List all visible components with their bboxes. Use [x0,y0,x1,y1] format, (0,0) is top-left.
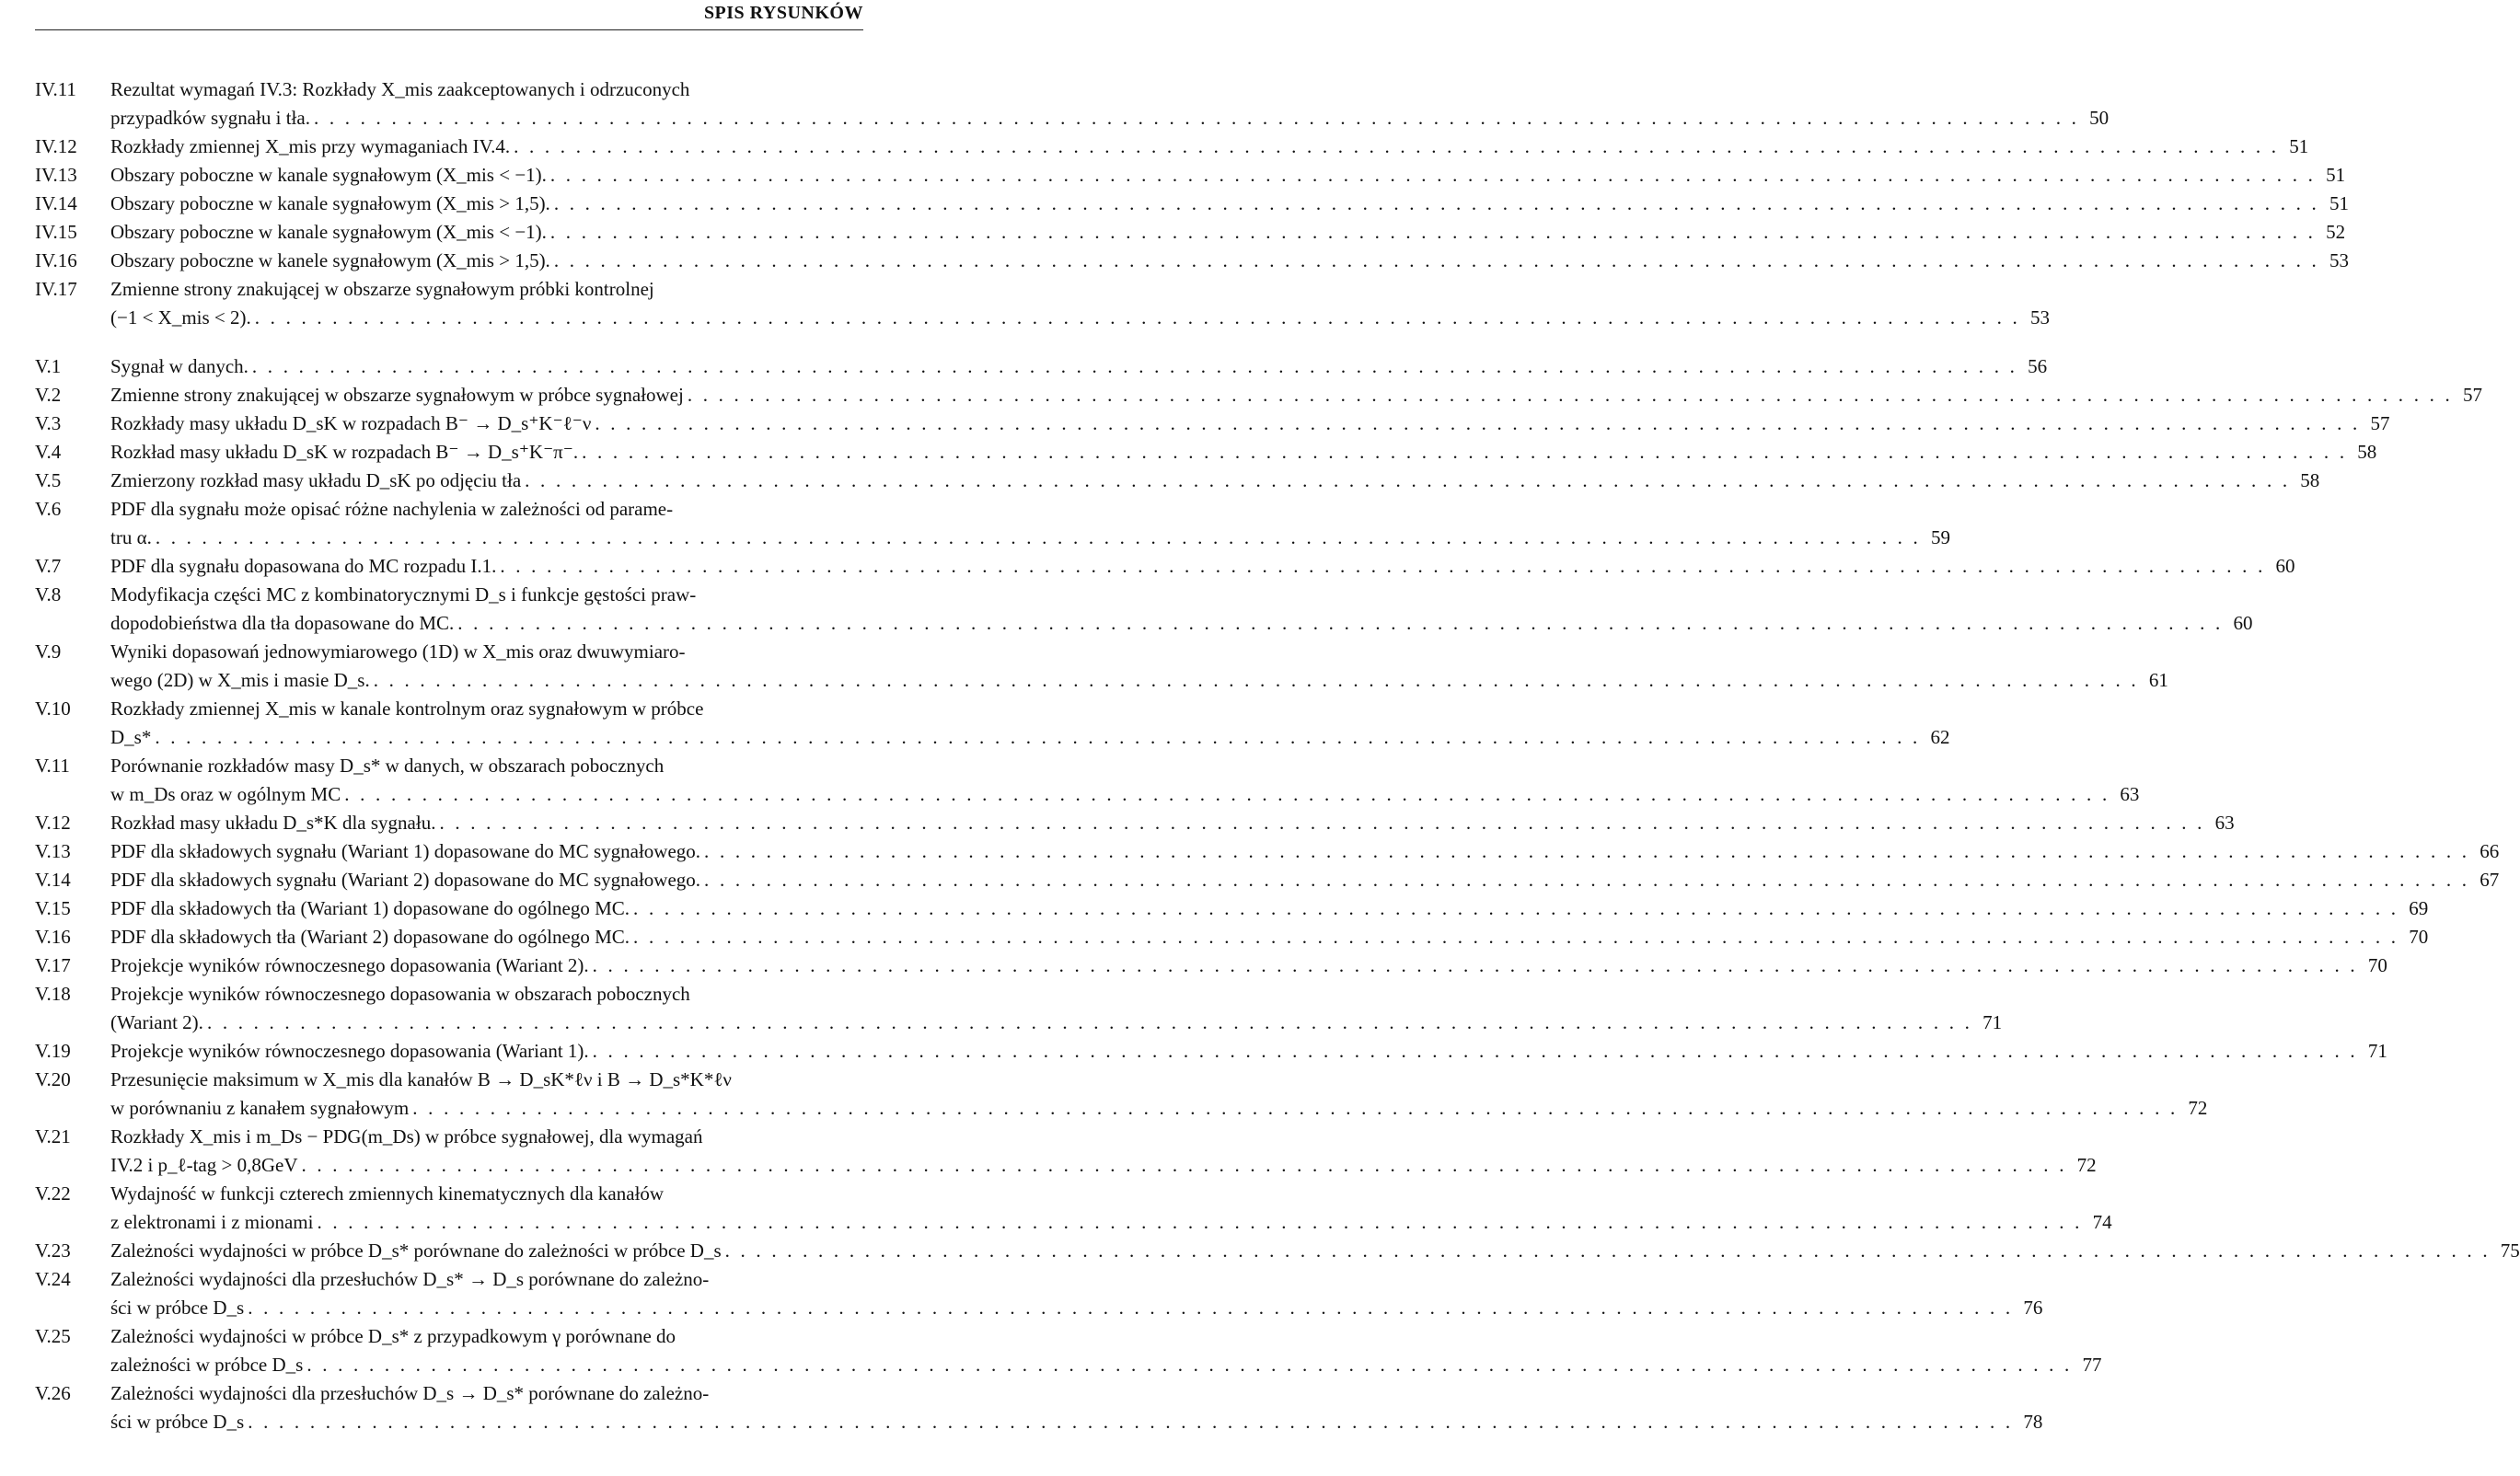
lof-entry[interactable] [35,381,2482,409]
dot-leader [547,218,2316,247]
lof-entry[interactable] [35,438,2377,467]
figure-caption [110,352,2048,381]
caption-last-line [110,409,2390,438]
figure-caption [110,894,2429,923]
figure-number: V.21 [35,1125,71,1147]
lof-entry[interactable] [35,495,1950,552]
caption-line-1: Porównanie rozkładów masy D_s* w danych, w obszarach pobocznych [110,755,665,777]
caption-last-line [110,438,2377,467]
figure-caption [110,190,2349,218]
caption-line-1: Zależności wydajności dla przesłuchów D_s* → D_s porównane do zależno- [110,1268,710,1290]
figure-number: V.11 [35,755,70,777]
figure-number: V.5 [35,469,62,491]
page-number-link[interactable]: 66 [2480,840,2500,862]
dot-leader [251,304,2020,332]
page-number-link[interactable]: 72 [2076,1154,2097,1176]
figure-caption [110,247,2349,275]
page-number-link[interactable]: 52 [2326,221,2346,243]
dot-leader [700,837,2469,866]
page-header-title: SPIS RYSUNKÓW [703,3,863,23]
figure-number: V.8 [35,583,62,605]
caption-last-line [110,1094,2208,1123]
dot-leader [298,1151,2067,1180]
caption-last-line [110,381,2482,409]
caption-text: PDF dla składowych tła (Wariant 2) dopasowane do ogólnego MC. [110,926,630,948]
dot-leader [435,809,2204,837]
dot-leader [310,104,2079,133]
figure-number: V.23 [35,1240,71,1262]
dot-leader [684,381,2453,409]
caption-text: ści w próbce D_s [110,1297,245,1319]
figure-caption [110,438,2377,467]
dot-leader [203,1009,1972,1037]
caption-text: PDF dla składowych tła (Wariant 1) dopasowane do ogólnego MC. [110,897,630,919]
dot-leader [244,1408,2013,1436]
caption-text: IV.2 i p_ℓ-tag > 0,8GeV [110,1154,298,1176]
figure-number: V.22 [35,1182,71,1205]
lof-entry[interactable] [35,1379,2043,1436]
lof-entry[interactable] [35,161,2346,190]
dot-leader [550,247,2319,275]
caption-text: Obszary poboczne w kanale sygnałowym (X_mis < −1). [110,164,547,186]
caption-text: Rozkład masy układu D_s*K dla sygnału. [110,812,436,834]
page-number-link[interactable]: 78 [2023,1411,2043,1433]
page-number-link[interactable]: 60 [2233,612,2253,634]
caption-last-line [110,467,2320,495]
caption-text: w porównaniu z kanałem sygnałowym [110,1097,410,1119]
caption-last-line [110,161,2346,190]
figure-caption [110,381,2482,409]
dot-leader [454,609,2223,638]
lof-entry[interactable] [35,409,2390,438]
figure-caption [110,1180,2112,1237]
page-number-link[interactable]: 62 [1930,726,1950,748]
figure-number: V.15 [35,897,71,919]
dot-leader [313,1208,2082,1237]
lof-entry[interactable] [35,247,2349,275]
dot-leader [249,352,2017,381]
lof-entry[interactable] [35,218,2346,247]
lof-entry[interactable] [35,1322,2102,1379]
lof-entry[interactable] [35,638,2168,695]
figure-number: V.2 [35,384,62,406]
caption-last-line [110,837,2500,866]
caption-line-1: Zmienne strony znakującej w obszarze sygnałowym próbki kontrolnej [110,278,654,300]
lof-entry[interactable] [35,980,2003,1037]
lof-entry[interactable] [35,752,2140,809]
caption-line-1: Wyniki dopasowań jednowymiarowego (1D) w X_mis oraz dwuwymiaro- [110,640,686,663]
figure-caption [110,695,1950,752]
figure-number: V.14 [35,869,71,891]
caption-text: PDF dla sygnału dopasowana do MC rozpadu I.1. [110,555,497,577]
lof-entry[interactable] [35,695,1950,752]
caption-text: (−1 < X_mis < 2). [110,306,251,329]
caption-last-line [110,190,2349,218]
figure-number: IV.14 [35,192,77,214]
caption-last-line [110,780,2140,809]
lof-entry[interactable] [35,1237,2520,1265]
figure-caption [110,75,2110,133]
figure-caption [110,409,2390,438]
caption-last-line [110,1208,2112,1237]
page-number-link[interactable]: 58 [2300,469,2320,491]
lof-entry[interactable] [35,837,2500,866]
caption-text: Zmienne strony znakującej w obszarze sygnałowym w próbce sygnałowej [110,384,684,406]
figure-number: IV.13 [35,164,77,186]
caption-last-line [110,609,2253,638]
figure-number: IV.11 [35,78,76,100]
caption-text: D_s* [110,726,152,748]
caption-last-line [110,304,2050,332]
lof-entry[interactable] [35,1066,2208,1123]
caption-last-line [110,1151,2097,1180]
caption-text: zależności w próbce D_s [110,1354,304,1376]
figure-number: V.3 [35,412,62,434]
page-number-link[interactable]: 71 [1982,1011,2003,1033]
caption-text: Zależności wydajności w próbce D_s* porównane do zależności w próbce D_s [110,1240,722,1262]
figure-caption [110,752,2140,809]
caption-text: Rozkład masy układu D_sK w rozpadach B⁻ → D_s⁺K⁻π⁻. [110,441,579,463]
dot-leader [630,923,2399,951]
dot-leader [409,1094,2178,1123]
figure-caption [110,495,1950,552]
dot-leader [510,133,2279,161]
header-rule [35,29,863,30]
page-number-link[interactable]: 51 [2326,164,2346,186]
page-number-link[interactable]: 57 [2462,384,2482,406]
figure-number: V.26 [35,1382,71,1404]
page-number-link[interactable]: 77 [2082,1354,2102,1376]
caption-text: tru α. [110,526,152,548]
figure-number: V.20 [35,1068,71,1090]
figure-caption [110,980,2003,1037]
caption-text: Obszary poboczne w kanale sygnałowym (X_mis > 1,5). [110,192,550,214]
caption-text: ści w próbce D_s [110,1411,245,1433]
figure-number: V.16 [35,926,71,948]
figure-caption [110,1322,2102,1379]
caption-line-1: PDF dla sygnału może opisać różne nachylenia w zależności od parame- [110,498,674,520]
caption-text: (Wariant 2). [110,1011,203,1033]
caption-last-line [110,951,2387,980]
figure-number: V.25 [35,1325,71,1347]
caption-text: dopodobieństwa dla tła dopasowane do MC. [110,612,455,634]
page-number-link[interactable]: 61 [2148,669,2168,691]
lof-entry[interactable] [35,1265,2043,1322]
caption-text: Obszary poboczne w kanele sygnałowym (X_mis > 1,5). [110,249,550,271]
caption-text: Projekcje wyników równoczesnego dopasowania (Wariant 2). [110,954,589,976]
dot-leader [303,1351,2072,1379]
figure-number: IV.12 [35,135,77,157]
page-number-link[interactable]: 69 [2409,897,2429,919]
caption-line-1: Rezultat wymagań IV.3: Rozkłady X_mis zaakceptowanych i odrzuconych [110,78,690,100]
caption-text: Rozkłady zmiennej X_mis przy wymaganiach IV.4. [110,135,511,157]
dot-leader [521,467,2290,495]
figure-caption [110,1379,2043,1436]
lof-entry[interactable] [35,1037,2387,1066]
page-number-link[interactable]: 75 [2500,1240,2520,1262]
caption-last-line [110,247,2349,275]
dot-leader [152,524,1921,552]
caption-line-1: Rozkłady X_mis i m_Ds − PDG(m_Ds) w próbce sygnałowej, dla wymagań [110,1125,703,1147]
figure-caption [110,638,2168,695]
page-number-link[interactable]: 58 [2357,441,2377,463]
caption-last-line [110,552,2295,581]
caption-last-line [110,1408,2043,1436]
figure-caption [110,1066,2208,1123]
dot-leader [630,894,2399,923]
figure-number: IV.15 [35,221,77,243]
figure-caption [110,1237,2520,1265]
caption-last-line [110,524,1950,552]
page-number-link[interactable]: 76 [2023,1297,2043,1319]
figure-number: V.7 [35,555,62,577]
figure-caption [110,837,2500,866]
lof-entry[interactable] [35,133,2309,161]
figure-number: V.4 [35,441,62,463]
caption-line-1: Projekcje wyników równoczesnego dopasowania w obszarach pobocznych [110,983,690,1005]
figure-number: IV.17 [35,278,77,300]
dot-leader [244,1294,2013,1322]
caption-line-1: Zależności wydajności w próbce D_s* z przypadkowym γ porównane do [110,1325,676,1347]
figure-caption [110,809,2235,837]
page-number-link[interactable]: 51 [2329,192,2349,214]
dot-leader [547,161,2316,190]
figure-number: V.17 [35,954,71,976]
caption-last-line [110,723,1950,752]
lof-entry[interactable] [35,894,2429,923]
caption-last-line [110,666,2168,695]
figure-number: IV.16 [35,249,77,271]
lof-entry[interactable] [35,866,2500,894]
caption-text: Zmierzony rozkład masy układu D_sK po odjęciu tła [110,469,522,491]
caption-last-line [110,1351,2102,1379]
caption-last-line [110,866,2500,894]
dot-leader [589,1037,2358,1066]
dot-leader [591,409,2360,438]
caption-last-line [110,352,2048,381]
caption-last-line [110,809,2235,837]
dot-leader [550,190,2319,218]
lof-entry[interactable] [35,809,2235,837]
caption-last-line [110,1037,2387,1066]
caption-line-1: Rozkłady zmiennej X_mis w kanale kontrolnym oraz sygnałowym w próbce [110,698,704,720]
dot-leader [700,866,2469,894]
figure-caption [110,951,2387,980]
figure-caption [110,1123,2097,1180]
lof-entry[interactable] [35,467,2320,495]
caption-text: Obszary poboczne w kanale sygnałowym (X_mis < −1). [110,221,547,243]
page-number-link[interactable]: 60 [2275,555,2295,577]
dot-leader [722,1237,2491,1265]
figure-caption [110,275,2050,332]
caption-text: PDF dla składowych sygnału (Wariant 1) dopasowane do MC sygnałowego. [110,840,701,862]
page-number-link[interactable]: 59 [1931,526,1950,548]
caption-text: PDF dla składowych sygnału (Wariant 2) dopasowane do MC sygnałowego. [110,869,701,891]
page-number-link[interactable]: 74 [2092,1211,2112,1233]
figure-number: V.13 [35,840,71,862]
page-number-link[interactable]: 71 [2367,1040,2387,1062]
caption-text: Projekcje wyników równoczesnego dopasowania (Wariant 1). [110,1040,589,1062]
caption-line-1: Przesunięcie maksimum w X_mis dla kanałów B → D_sK*ℓν i B → D_s*K*ℓν [110,1068,732,1090]
page-number-link[interactable]: 53 [2329,249,2349,271]
figure-caption [110,866,2500,894]
figure-caption [110,467,2320,495]
figure-caption [110,552,2295,581]
caption-text: przypadków sygnału i tła. [110,107,310,129]
lof-entry[interactable] [35,190,2349,218]
page-number-link[interactable]: 70 [2367,954,2387,976]
page-number-link[interactable]: 70 [2409,926,2429,948]
caption-last-line [110,218,2346,247]
caption-last-line [110,894,2429,923]
lof-entry[interactable] [35,951,2387,980]
page-number-link[interactable]: 63 [2214,812,2235,834]
caption-text: wego (2D) w X_mis i masie D_s. [110,669,370,691]
dot-leader [370,666,2139,695]
caption-last-line [110,1294,2043,1322]
figure-number: V.18 [35,983,71,1005]
lof-entry[interactable] [35,1123,2097,1180]
figure-number: V.12 [35,812,71,834]
caption-line-1: Modyfikacja części MC z kombinatorycznymi D_s i funkcje gęstości praw- [110,583,697,605]
dot-leader [578,438,2347,467]
lof-entry[interactable] [35,552,2295,581]
caption-last-line [110,923,2429,951]
dot-leader [341,780,2110,809]
lof-entry[interactable] [35,75,2110,133]
caption-text: z elektronami i z mionami [110,1211,314,1233]
figure-caption [110,133,2309,161]
lof-entry[interactable] [35,275,2050,332]
figure-caption [110,581,2253,638]
caption-last-line [110,133,2309,161]
dot-leader [496,552,2265,581]
caption-line-1: Wydajność w funkcji czterech zmiennych kinematycznych dla kanałów [110,1182,665,1205]
figure-number: V.9 [35,640,62,663]
figure-caption [110,1037,2387,1066]
page-number-link[interactable]: 56 [2028,355,2048,377]
figure-number: V.10 [35,698,71,720]
figure-number: V.19 [35,1040,71,1062]
page-number-link[interactable]: 57 [2370,412,2390,434]
lof-entry[interactable] [35,581,2253,638]
figure-number: V.6 [35,498,62,520]
dot-leader [151,723,1920,752]
figure-caption [110,161,2346,190]
figure-number: V.1 [35,355,62,377]
figure-number: V.24 [35,1268,71,1290]
page-number-link[interactable]: 53 [2029,306,2050,329]
caption-text: w m_Ds oraz w ogólnym MC [110,783,341,805]
page-number-link[interactable]: 67 [2480,869,2500,891]
lof-entry[interactable] [35,923,2429,951]
caption-text: Sygnał w danych. [110,355,249,377]
lof-entry[interactable] [35,352,2048,381]
figure-caption [110,1265,2043,1322]
page-number-link[interactable]: 50 [2089,107,2110,129]
page-number-link[interactable]: 51 [2289,135,2309,157]
caption-line-1: Zależności wydajności dla przesłuchów D_s → D_s* porównane do zależno- [110,1382,710,1404]
dot-leader [589,951,2358,980]
caption-last-line [110,104,2110,133]
caption-text: Rozkłady masy układu D_sK w rozpadach B⁻ → D_s⁺K⁻ℓ⁻ν [110,412,592,434]
lof-entry[interactable] [35,1180,2112,1237]
figure-caption [110,218,2346,247]
caption-last-line [110,1009,2003,1037]
page-number-link[interactable]: 63 [2120,783,2140,805]
figure-caption [110,923,2429,951]
page-number-link[interactable]: 72 [2188,1097,2208,1119]
caption-last-line [110,1237,2520,1265]
